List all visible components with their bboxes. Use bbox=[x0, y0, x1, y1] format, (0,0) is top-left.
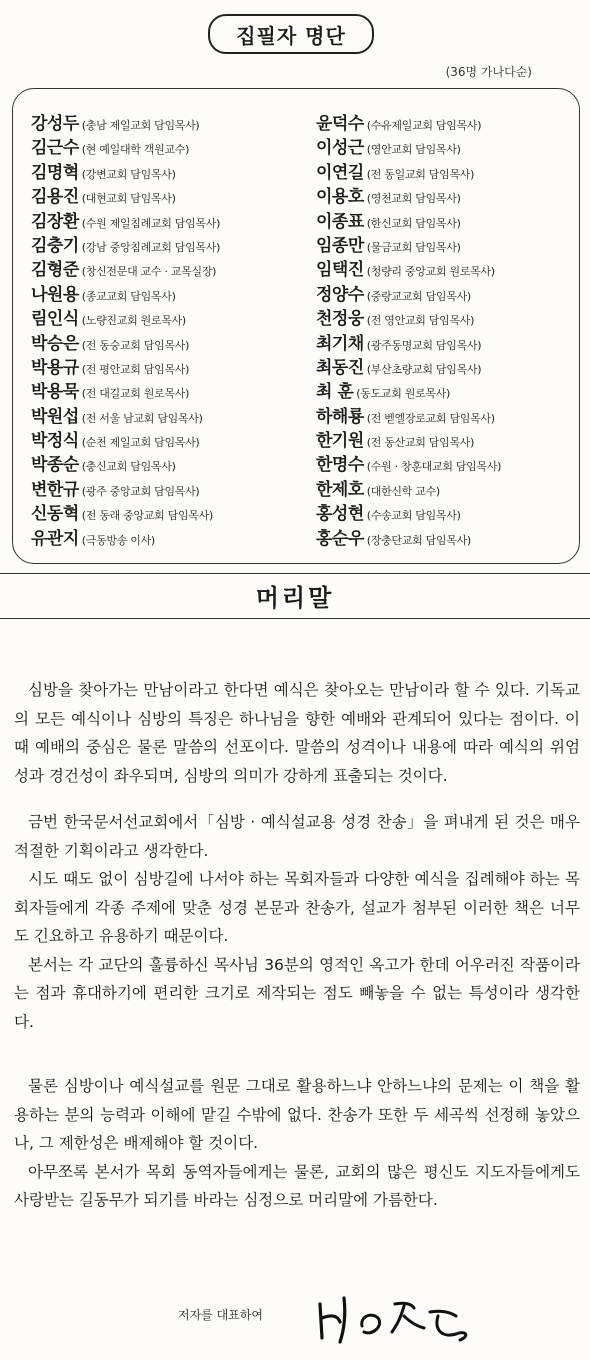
author-name: 유관지 bbox=[31, 528, 79, 549]
author-affiliation: (충신교회 담임목사) bbox=[81, 460, 176, 474]
author-name: 이용호 bbox=[316, 187, 364, 208]
author-name: 천정웅 bbox=[316, 309, 364, 330]
author-affiliation: (대한신학 교수) bbox=[366, 484, 440, 498]
author-name: 최동진 bbox=[316, 357, 364, 378]
roster-entry bbox=[316, 133, 578, 157]
author-name: 박승은 bbox=[31, 333, 79, 354]
handwritten-signature bbox=[300, 1286, 500, 1346]
author-name: 변한규 bbox=[31, 479, 79, 500]
author-name: 신동혁 bbox=[31, 504, 79, 525]
author-affiliation: (전 서울 남교회 담임목사) bbox=[81, 411, 203, 425]
roster-entry bbox=[31, 450, 301, 474]
author-name: 김용진 bbox=[31, 187, 79, 208]
author-name: 하해룡 bbox=[316, 406, 364, 427]
roster-entry bbox=[316, 207, 578, 231]
author-affiliation: (수송교회 담임목사) bbox=[366, 509, 461, 523]
roster-title: 집필자 명단 bbox=[208, 14, 374, 54]
roster-entry bbox=[31, 133, 301, 157]
preface-body bbox=[14, 676, 580, 1215]
roster-entry bbox=[31, 377, 301, 401]
author-name: 박용규 bbox=[31, 357, 79, 378]
author-affiliation: (창신전문대 교수 · 교목실장) bbox=[81, 265, 217, 279]
author-affiliation: (강남 중앙침례교회 담임목사) bbox=[81, 240, 221, 254]
author-affiliation: (대현교회 담임목사) bbox=[81, 192, 176, 206]
preface-paragraph: 본서는 각 교단의 훌륭하신 목사님 36분의 영적인 옥고가 한데 어우러진 작품이라는 점과 휴대하기에 편리한 크기로 제작되는 점도 빼놓을 수 없는 특성이라 생각한다. bbox=[14, 955, 580, 1031]
roster-entry bbox=[31, 329, 301, 353]
author-affiliation: (충남 제일교회 담임목사) bbox=[81, 119, 200, 132]
author-affiliation: (한신교회 담임목사) bbox=[366, 216, 461, 230]
author-affiliation: (광주 중앙교회 담임목사) bbox=[81, 484, 200, 498]
author-name: 김근수 bbox=[31, 138, 79, 159]
author-name: 김장환 bbox=[31, 211, 79, 232]
author-affiliation: (현 예일대학 객원교수) bbox=[81, 143, 190, 157]
author-name: 홍성현 bbox=[316, 504, 364, 525]
roster-entry bbox=[31, 524, 301, 548]
author-affiliation: (순천 제일교회 담임목사) bbox=[81, 436, 200, 450]
author-affiliation: (광주동명교회 담임목사) bbox=[366, 338, 482, 352]
roster-entry bbox=[31, 353, 301, 377]
roster-entry bbox=[316, 499, 578, 523]
author-name: 김충기 bbox=[31, 235, 79, 256]
author-name: 박정식 bbox=[31, 431, 79, 452]
roster-entry bbox=[31, 304, 301, 328]
roster-box bbox=[12, 88, 580, 564]
author-affiliation: (물금교회 담임목사) bbox=[366, 240, 461, 254]
roster-entry bbox=[316, 280, 578, 304]
author-name: 한기원 bbox=[316, 431, 364, 452]
roster-entry bbox=[31, 280, 301, 304]
preface-paragraph: 시도 때도 없이 심방길에 나서야 하는 목회자들과 다양한 예식을 집례해야 하는 목회자들에게 각종 주제에 맞춘 성경 본문과 찬송가, 설교가 첨부된 이러한 책은 너무도 긴요하고 유용하기 때문이다. bbox=[14, 870, 580, 945]
author-name: 이연길 bbox=[316, 162, 364, 183]
author-affiliation: (전 동래 중앙교회 담임목사) bbox=[81, 509, 213, 523]
author-affiliation: (청량리 중앙교회 원로목사) bbox=[366, 265, 495, 279]
author-name: 최 훈 bbox=[316, 382, 354, 403]
roster-note: (36명 가나다순) bbox=[445, 65, 532, 79]
author-name: 김형준 bbox=[31, 260, 79, 281]
author-affiliation: (종교교회 담임목사) bbox=[81, 289, 176, 303]
roster-entry bbox=[31, 402, 301, 426]
author-affiliation: (전 동숭교회 담임목사) bbox=[81, 338, 190, 352]
author-affiliation: (강변교회 담임목사) bbox=[81, 167, 176, 181]
roster-entry bbox=[31, 207, 301, 231]
author-affiliation: (영안교회 담임목사) bbox=[366, 143, 461, 157]
author-name: 윤덕수 bbox=[316, 114, 364, 134]
author-name: 이성근 bbox=[316, 138, 364, 159]
author-name: 나원용 bbox=[31, 284, 79, 305]
author-name: 한명수 bbox=[316, 455, 364, 476]
author-affiliation: (노량진교회 원로목사) bbox=[81, 314, 186, 328]
roster-entry bbox=[316, 426, 578, 450]
roster-entry bbox=[316, 304, 578, 328]
roster-entry bbox=[316, 353, 578, 377]
author-name: 박종순 bbox=[31, 455, 79, 476]
author-affiliation: (수원 제일침례교회 담임목사) bbox=[81, 216, 221, 230]
roster-entry bbox=[316, 109, 578, 133]
author-affiliation: (극동방송 이사) bbox=[81, 533, 155, 547]
author-affiliation: (전 영안교회 담임목사) bbox=[366, 314, 475, 328]
roster-entry bbox=[316, 158, 578, 182]
roster-entry bbox=[316, 450, 578, 474]
roster-entry bbox=[31, 499, 301, 523]
author-name: 임택진 bbox=[316, 260, 364, 281]
roster-entry bbox=[316, 329, 578, 353]
author-affiliation: (동도교회 원로목사) bbox=[356, 387, 451, 401]
author-name: 홍순우 bbox=[316, 528, 364, 549]
author-name: 정양수 bbox=[316, 284, 364, 305]
author-affiliation: (전 벧엘장로교회 담임목사) bbox=[366, 411, 495, 425]
sign-line: 저자를 대표하여 bbox=[178, 1308, 263, 1322]
divider-bottom bbox=[0, 618, 590, 619]
roster-entry bbox=[316, 524, 578, 548]
author-affiliation: (전 대길교회 원로목사) bbox=[81, 387, 190, 401]
roster-entry bbox=[31, 182, 301, 206]
author-affiliation: (전 동산교회 담임목사) bbox=[366, 436, 475, 450]
author-name: 박용묵 bbox=[31, 382, 79, 403]
author-name: 림인식 bbox=[31, 309, 79, 330]
roster-entry bbox=[31, 158, 301, 182]
roster-entry bbox=[31, 426, 301, 450]
author-name: 강성두 bbox=[31, 114, 79, 134]
roster-entry bbox=[316, 231, 578, 255]
preface-paragraph: 금번 한국문서선교회에서「심방 · 예식설교용 성경 찬송」을 펴내게 된 것은 매우 적절한 기획이라고 생각한다. bbox=[14, 813, 580, 860]
author-affiliation: (수유제일교회 담임목사) bbox=[366, 119, 482, 132]
author-name: 임종만 bbox=[316, 235, 364, 256]
divider-top bbox=[0, 573, 590, 574]
author-name: 한제호 bbox=[316, 479, 364, 500]
roster-column-right bbox=[316, 109, 578, 548]
roster-entry bbox=[316, 402, 578, 426]
roster-entry bbox=[31, 231, 301, 255]
author-affiliation: (중랑교교회 담임목사) bbox=[366, 289, 471, 303]
author-name: 김명혁 bbox=[31, 162, 79, 183]
author-affiliation: (부산초량교회 담임목사) bbox=[366, 362, 482, 376]
roster-entry bbox=[31, 475, 301, 499]
preface-title: 머리말 bbox=[255, 584, 335, 612]
author-name: 최기채 bbox=[316, 333, 364, 354]
roster-entry bbox=[316, 377, 578, 401]
author-affiliation: (전 평안교회 담임목사) bbox=[81, 362, 190, 376]
preface-paragraph: 아무쪼록 본서가 목회 동역자들에게는 물론, 교회의 많은 평신도 지도자들에게도 사랑받는 길동무가 되기를 바라는 심정으로 머리말에 가름한다. bbox=[14, 1162, 580, 1209]
roster-entry bbox=[316, 182, 578, 206]
author-affiliation: (장충단교회 담임목사) bbox=[366, 533, 471, 547]
author-name: 이종표 bbox=[316, 211, 364, 232]
roster-entry bbox=[31, 109, 301, 133]
author-name: 박원섭 bbox=[31, 406, 79, 427]
author-affiliation: (전 동일교회 담임목사) bbox=[366, 167, 475, 181]
roster-entry bbox=[31, 255, 301, 279]
preface-paragraph: 심방을 찾아가는 만남이라고 한다면 예식은 찾아오는 만남이라 할 수 있다. 기독교의 모든 예식이나 심방의 특징은 하나님을 향한 예배와 관계되어 있다는 점이다. 이때 예배의 중심은 물론 말씀의 선포이다. 말씀의 성격이나 내용에 따라 예식의 위엄성과 경건성이 좌우되며, 심방의 의미가 강하게 표출되는 것이다. bbox=[14, 681, 580, 785]
roster-entry bbox=[316, 475, 578, 499]
author-affiliation: (영천교회 담임목사) bbox=[366, 192, 461, 206]
roster-column-left bbox=[31, 109, 301, 548]
roster-entry bbox=[316, 255, 578, 279]
author-affiliation: (수원 · 창훈대교회 담임목사) bbox=[366, 460, 502, 474]
preface-paragraph: 물론 심방이나 예식설교를 원문 그대로 활용하느냐 안하느냐의 문제는 이 책을 활용하는 분의 능력과 이해에 맡길 수밖에 없다. 찬송가 또한 두 세곡씩 선정해 놓았으나, 그 제한성은 배제해야 할 것이다. bbox=[14, 1077, 580, 1152]
